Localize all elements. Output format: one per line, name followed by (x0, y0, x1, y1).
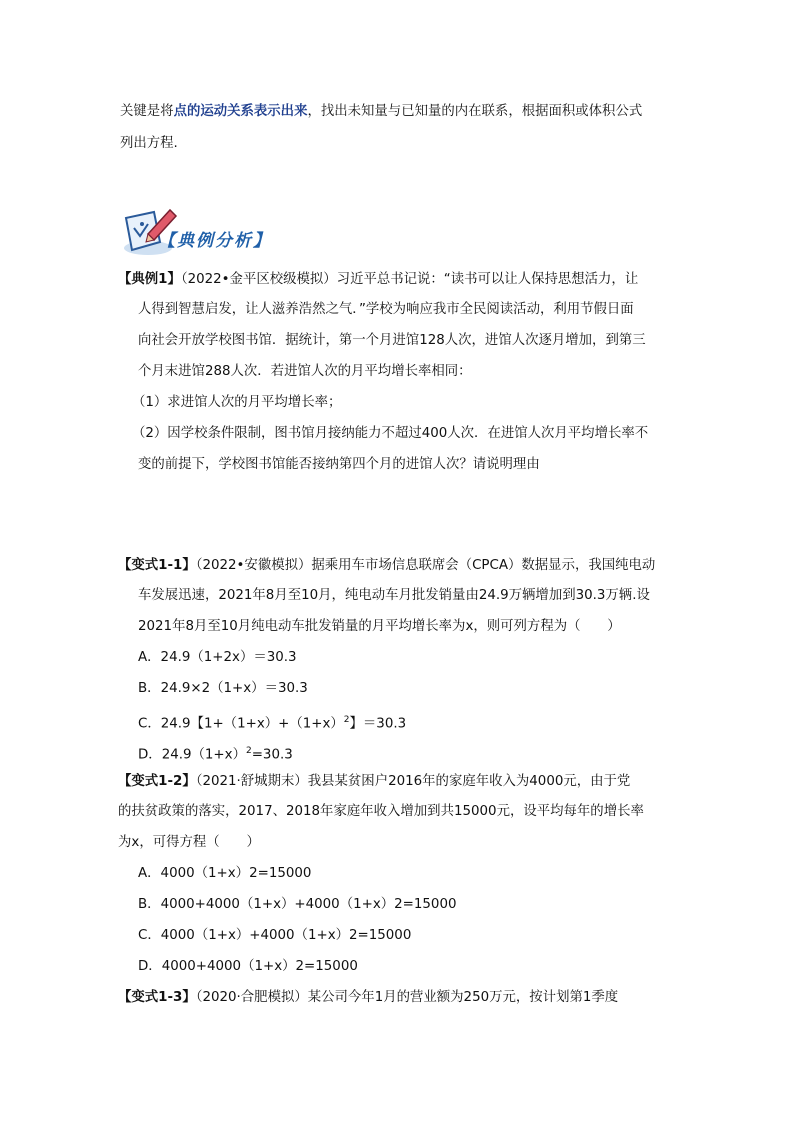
variant11-option-b: B．24.9×2（1+x）＝30.3 (138, 681, 308, 696)
variant11-option-c-exponent: 2 (343, 715, 350, 725)
variant11-option-c (138, 710, 406, 734)
variant11-text-1: （2022•安徽模拟）据乘用车市场信息联席会（CPCA）数据显示，我国纯电动 (195, 558, 656, 573)
example1-line-3: 向社会开放学校图书馆．据统计，第一个月进馆128人次，进馆人次逐月增加，到第三 (138, 333, 646, 348)
variant12-tag: 【变式1-2】 (118, 774, 196, 789)
variant12-option-b: B．4000+4000（1+x）+4000（1+x）2=15000 (138, 897, 457, 912)
intro-prefix: 关键是将 (120, 104, 174, 119)
variant13-tag: 【变式1-3】 (118, 990, 196, 1005)
variant11-option-a: A．24.9（1+2x）＝30.3 (138, 650, 297, 665)
variant13-text-1: （2020·合肥模拟）某公司今年1月的营业额为250万元，按计划第1季度 (195, 990, 619, 1005)
variant11-option-d-tail: =30.3 (251, 747, 293, 763)
example1-line-2: 人得到智慧启发，让人滋养浩然之气．”学校为响应我市全民阅读活动，利用节假日面 (138, 302, 634, 317)
example1-question-2a: （2）因学校条件限制，图书馆月接纳能力不超过400人次．在进馆人次月平均增长率不 (132, 426, 649, 441)
variant12-option-d: D．4000+4000（1+x）2=15000 (138, 959, 358, 974)
section-heading-text: 【典例分析】 (158, 231, 272, 251)
variant11-option-d-exponent: 2 (245, 746, 252, 756)
example1-question-2b: 变的前提下，学校图书馆能否接纳第四个月的进馆人次？请说明理由 (138, 457, 540, 472)
section-heading (118, 204, 318, 260)
variant11-option-c-main: C．24.9【1+（1+x）+（1+x） (138, 716, 344, 732)
example1-text-1: （2022•金平区校级模拟）习近平总书记说：“读书可以让人保持思想活力，让 (180, 272, 639, 287)
variant11-line-2: 车发展迅速，2021年8月至10月，纯电动车月批发销量由24.9万辆增加到30.3万辆.设 (138, 588, 650, 603)
variant12-option-c: C．4000（1+x）+4000（1+x）2=15000 (138, 928, 412, 943)
example1-line-1 (118, 270, 638, 290)
intro-line-2: 列出方程. (120, 136, 178, 151)
example1-question-1: （1）求进馆人次的月平均增长率； (132, 395, 342, 410)
variant11-tag: 【变式1-1】 (118, 558, 196, 573)
variant11-option-d-main: D．24.9（1+x） (138, 747, 246, 763)
variant11-line-1 (118, 556, 655, 576)
variant12-text-1: （2021·舒城期末）我县某贫困户2016年的家庭年收入为4000元，由于党 (195, 774, 631, 789)
variant12-line-1 (118, 772, 630, 792)
example1-tag: 【典例1】 (118, 272, 181, 287)
variant11-option-c-tail: 】＝30.3 (349, 716, 407, 732)
variant13-line-1 (118, 988, 618, 1008)
example1-line-4: 个月末进馆288人次．若进馆人次的月平均增长率相同： (138, 364, 472, 379)
variant12-line-2: 的扶贫政策的落实，2017、2018年家庭年收入增加到共15000元，设平均每年的增长率 (118, 804, 644, 819)
variant12-line-3: 为x，可得方程（ ） (118, 835, 260, 850)
variant11-line-3: 2021年8月至10月纯电动车批发销量的月平均增长率为x，则可列方程为（ ） (138, 619, 621, 634)
intro-highlight: 点的运动关系表示出来 (173, 104, 308, 119)
intro-line-1 (120, 102, 642, 122)
intro-suffix: ，找出未知量与已知量的内在联系，根据面积或体积公式 (307, 104, 643, 119)
variant12-option-a: A．4000（1+x）2=15000 (138, 866, 312, 881)
variant11-option-d (138, 741, 293, 765)
